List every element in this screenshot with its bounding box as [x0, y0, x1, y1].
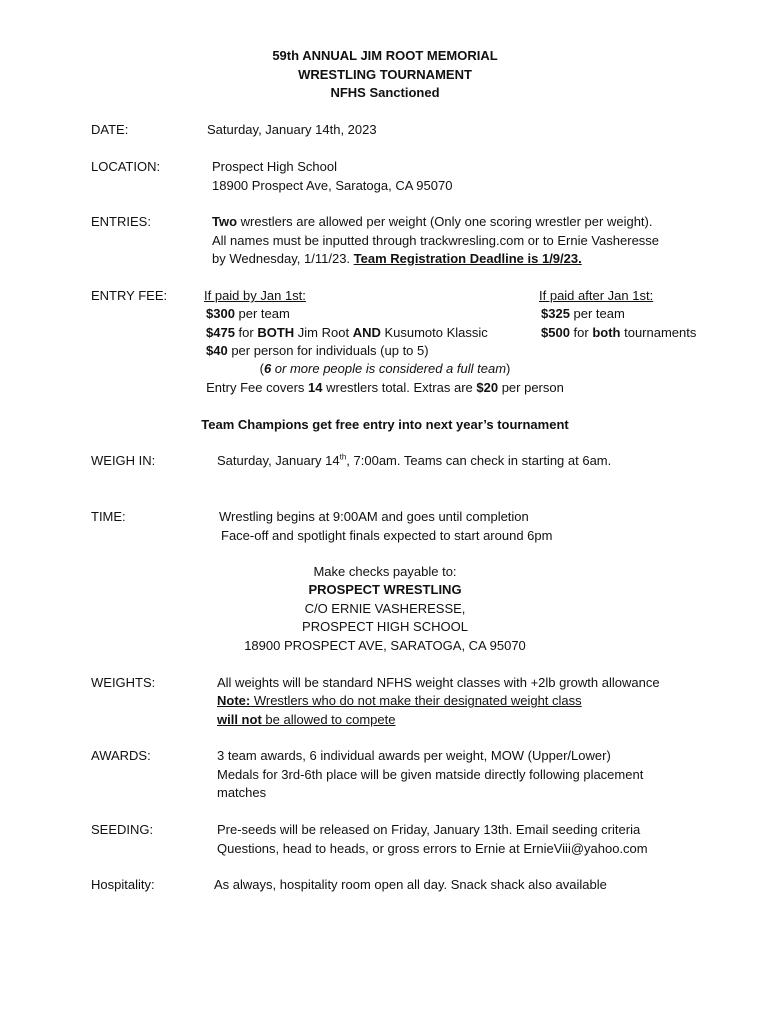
weights-label: WEIGHTS:	[91, 675, 156, 690]
full-team-number: 6	[263, 361, 272, 376]
seeding-line-2: Questions, head to heads, or gross errors to Ernie at ErnieViii@yahoo.com	[217, 841, 648, 856]
weigh-in-details: , 7:00am. Teams can check in starting at 6am.	[346, 453, 612, 468]
coverage-number: 14	[308, 380, 323, 395]
weights-will-not: will not	[217, 712, 262, 727]
weights-note	[217, 692, 582, 710]
early-fee-heading: If paid by Jan 1st:	[204, 288, 306, 303]
entries-line-1-rest: wrestlers are allowed per weight (Only one scoring wrestler per weight).	[237, 214, 653, 229]
individual-fee	[206, 342, 429, 360]
late-both-fee	[541, 324, 696, 342]
location-label: LOCATION:	[91, 159, 161, 174]
entries-line-3	[212, 250, 582, 268]
time-label: TIME:	[91, 509, 126, 524]
full-team-close-paren: )	[506, 361, 511, 376]
weigh-in-date: Saturday, January 14	[217, 453, 340, 468]
title-line-3: NFHS Sanctioned	[330, 85, 440, 100]
early-team-amount: $300	[206, 306, 235, 321]
early-both-kusumoto: Kusumoto Klassic	[380, 325, 488, 340]
weights-line-3	[217, 711, 395, 729]
awards-line-3: matches	[217, 785, 267, 800]
seeding-label: SEEDING:	[91, 822, 154, 837]
date-label: DATE:	[91, 122, 129, 137]
early-both-amount: $475	[206, 325, 235, 340]
full-team-note	[0, 360, 770, 378]
time-line-2: Face-off and spotlight finals expected to start around 6pm	[221, 528, 553, 543]
early-team-fee	[206, 305, 290, 323]
seeding-line-1: Pre-seeds will be released on Friday, January 13th. Email seeding criteria	[217, 822, 641, 837]
awards-line-1: 3 team awards, 6 individual awards per weight, MOW (Upper/Lower)	[217, 748, 611, 763]
champions-note: Team Champions get free entry into next year’s tournament	[201, 417, 569, 432]
entries-two: Two	[212, 214, 238, 229]
late-team-text: per team	[569, 306, 625, 321]
location-line-2: 18900 Prospect Ave, Saratoga, CA 95070	[212, 178, 453, 193]
awards-label: AWARDS:	[91, 748, 151, 763]
late-both-amount: $500	[541, 325, 570, 340]
early-both-jimroot: Jim Root	[294, 325, 353, 340]
entry-fee-coverage	[0, 379, 770, 397]
full-team-text: or more people is considered a full team	[271, 361, 507, 376]
location-line-1: Prospect High School	[212, 159, 338, 174]
checks-school: PROSPECT HIGH SCHOOL	[302, 619, 468, 634]
entries-label: ENTRIES:	[91, 214, 151, 229]
late-both-word: both	[592, 325, 621, 340]
late-both-for: for	[569, 325, 593, 340]
registration-deadline: Team Registration Deadline is 1/9/23.	[353, 251, 582, 266]
title-line-1: 59th ANNUAL JIM ROOT MEMORIAL	[272, 48, 498, 63]
late-fee-heading: If paid after Jan 1st:	[539, 288, 654, 303]
weights-line-3-rest: be allowed to compete	[261, 712, 396, 727]
title-line-2: WRESTLING TOURNAMENT	[298, 67, 472, 82]
full-team-open-paren: (	[259, 361, 264, 376]
early-both-word: BOTH	[257, 325, 295, 340]
checks-payee: PROSPECT WRESTLING	[308, 582, 462, 597]
weights-note-text: Wrestlers who do not make their designated weight class	[250, 693, 582, 708]
weigh-in-value	[217, 452, 611, 470]
hospitality-label: Hospitality:	[91, 877, 155, 892]
weights-line-1: All weights will be standard NFHS weight classes with +2lb growth allowance	[217, 675, 660, 690]
early-team-text: per team	[234, 306, 290, 321]
coverage-pre: Entry Fee covers	[206, 380, 309, 395]
awards-line-2: Medals for 3rd-6th place will be given matside directly following placement	[217, 767, 644, 782]
late-team-amount: $325	[541, 306, 570, 321]
individual-text: per person for individuals (up to 5)	[227, 343, 429, 358]
weigh-in-ordinal: th	[339, 452, 347, 462]
checks-care-of: C/O ERNIE VASHERESSE,	[304, 601, 466, 616]
early-both-fee	[206, 324, 488, 342]
hospitality-line-1: As always, hospitality room open all day. Snack shack also available	[214, 877, 607, 892]
time-line-1: Wrestling begins at 9:00AM and goes until completion	[219, 509, 529, 524]
coverage-tail: per person	[498, 380, 564, 395]
entries-line-2: All names must be inputted through trackwresling.com or to Ernie Vasheresse	[212, 233, 660, 248]
weigh-in-label: WEIGH IN:	[91, 453, 156, 468]
early-both-and: AND	[352, 325, 381, 340]
coverage-extra-amount: $20	[476, 380, 499, 395]
individual-amount: $40	[206, 343, 228, 358]
coverage-mid: wrestlers total. Extras are	[322, 380, 477, 395]
early-both-for: for	[234, 325, 258, 340]
entries-line-3-pre: by Wednesday, 1/11/23.	[212, 251, 354, 266]
late-both-tournaments: tournaments	[620, 325, 697, 340]
checks-heading: Make checks payable to:	[313, 564, 457, 579]
weights-note-label: Note:	[217, 693, 251, 708]
late-team-fee	[541, 305, 625, 323]
date-value: Saturday, January 14th, 2023	[207, 122, 377, 137]
entries-line-1	[212, 213, 652, 231]
entry-fee-label: ENTRY FEE:	[91, 288, 168, 303]
checks-address: 18900 PROSPECT AVE, SARATOGA, CA 95070	[244, 638, 526, 653]
